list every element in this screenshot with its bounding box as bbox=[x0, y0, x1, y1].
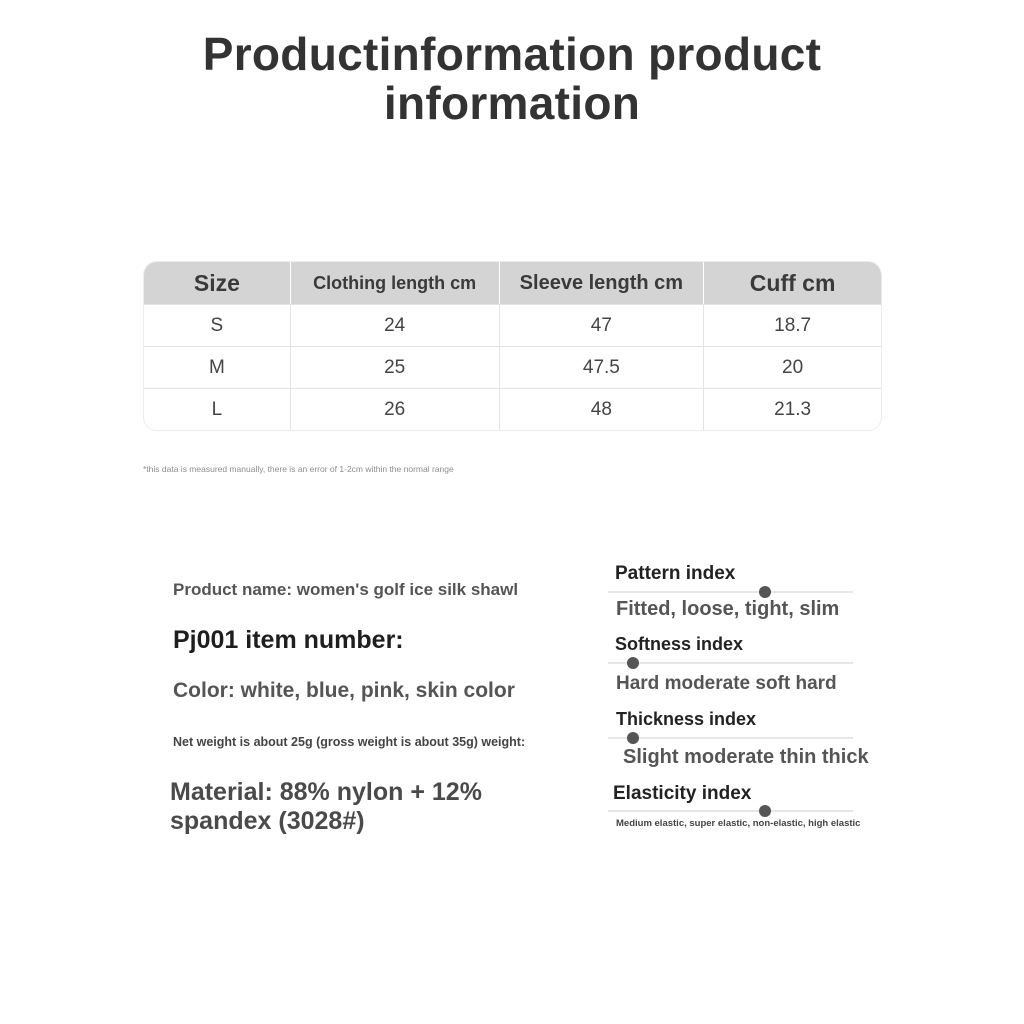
product-material-line-1: Material: 88% nylon + 12% bbox=[170, 778, 482, 806]
page-title-line-2: information bbox=[383, 77, 641, 129]
softness-index-marker bbox=[627, 657, 639, 669]
cuff-cell: 18.7 bbox=[703, 304, 881, 346]
size-cell: S bbox=[144, 304, 290, 346]
size-cell: M bbox=[144, 346, 290, 388]
table-row bbox=[144, 346, 881, 388]
product-material-line-2: spandex (3028#) bbox=[170, 807, 365, 835]
item-number: Pj001 item number: bbox=[173, 626, 404, 654]
elasticity-index-marker bbox=[759, 805, 771, 817]
table-row bbox=[144, 388, 881, 430]
table-row bbox=[144, 304, 881, 346]
size-table-header-row bbox=[144, 262, 881, 304]
pattern-index-options: Fitted, loose, tight, slim bbox=[616, 598, 840, 620]
size-cell: L bbox=[144, 388, 290, 430]
thickness-index-marker bbox=[627, 732, 639, 744]
thickness-index-title: Thickness index bbox=[616, 709, 757, 729]
sleeve-length-cell: 48 bbox=[499, 388, 704, 430]
pattern-index-slider bbox=[608, 591, 853, 593]
measurement-note: *this data is measured manually, there is an error of 1-2cm within the normal range bbox=[143, 464, 454, 474]
clothing-length-header: Clothing length cm bbox=[290, 262, 499, 304]
sleeve-length-header: Sleeve length cm bbox=[499, 262, 704, 304]
cuff-cell: 21.3 bbox=[703, 388, 881, 430]
thickness-index-slider bbox=[608, 737, 853, 739]
softness-index-slider bbox=[608, 662, 853, 664]
pattern-index-marker bbox=[759, 586, 771, 598]
cuff-header: Cuff cm bbox=[703, 262, 881, 304]
product-weight: Net weight is about 25g (gross weight is about 35g) weight: bbox=[173, 735, 526, 749]
thickness-index-options: Slight moderate thin thick bbox=[623, 746, 869, 768]
elasticity-index-options: Medium elastic, super elastic, non-elastic, high elastic bbox=[616, 818, 861, 829]
clothing-length-cell: 26 bbox=[290, 388, 499, 430]
elasticity-index-slider bbox=[608, 810, 853, 812]
page-title bbox=[0, 30, 1024, 128]
size-table bbox=[143, 261, 882, 431]
pattern-index-title: Pattern index bbox=[615, 563, 736, 584]
softness-index-options: Hard moderate soft hard bbox=[616, 673, 837, 694]
cuff-cell: 20 bbox=[703, 346, 881, 388]
elasticity-index-title: Elasticity index bbox=[613, 783, 752, 804]
sleeve-length-cell: 47.5 bbox=[499, 346, 704, 388]
size-header: Size bbox=[144, 262, 290, 304]
clothing-length-cell: 24 bbox=[290, 304, 499, 346]
product-name: Product name: women's golf ice silk shawl bbox=[173, 580, 519, 599]
page-title-line-1: Productinformation product bbox=[202, 28, 822, 80]
softness-index-title: Softness index bbox=[615, 634, 744, 654]
clothing-length-cell: 25 bbox=[290, 346, 499, 388]
product-color: Color: white, blue, pink, skin color bbox=[173, 679, 515, 702]
sleeve-length-cell: 47 bbox=[499, 304, 704, 346]
product-material bbox=[170, 778, 482, 836]
